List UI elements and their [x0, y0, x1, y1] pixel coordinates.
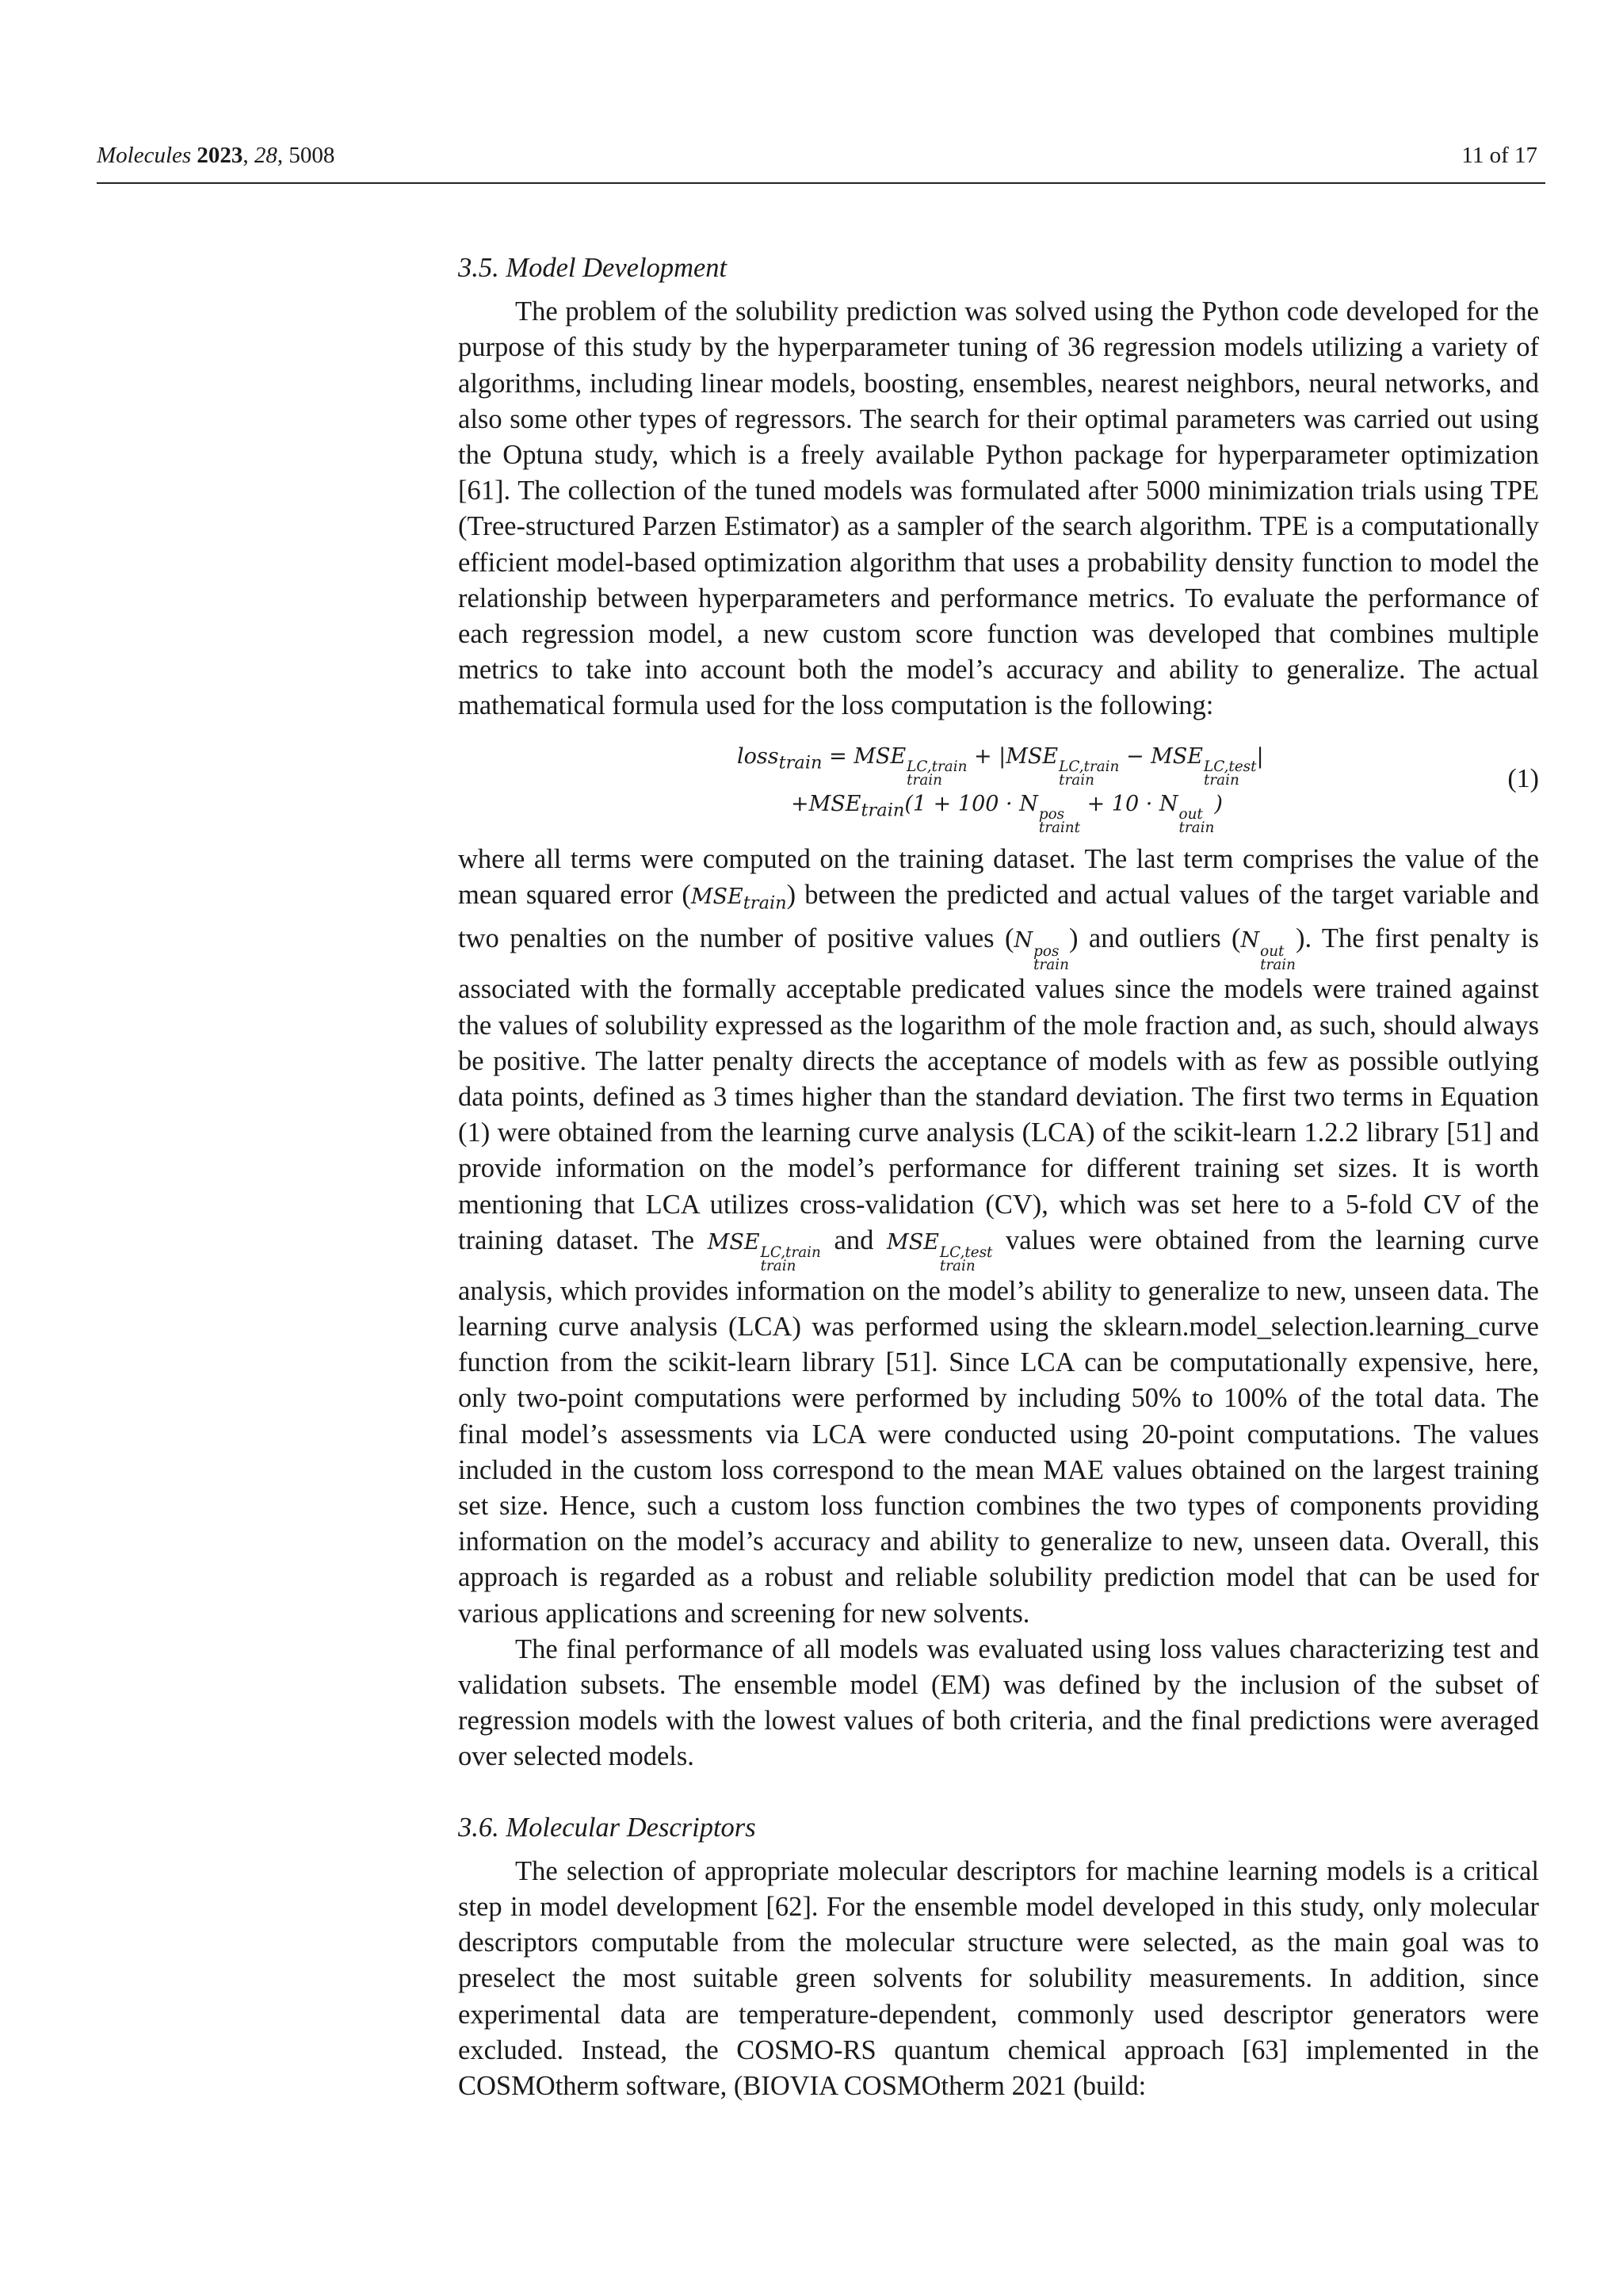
- journal-article: 5008: [288, 143, 335, 168]
- paragraph-model-development-2: where all terms were computed on the training dataset. The last term comprises the value of the mean squared error $(MSE_{train})$ between the predicted and actual values of the target variable and two penalties on the number of positive values (N pos train ) and outliers (N out train ). The first penalty is associated with the formally acceptable predicated values since the models were trained against the values of solubility expressed as the logarithm of the mole fraction and, as such, should always be positive. The latter penalty directs the acceptance of models with as few as possible outlying data points, defined as 3 times higher than the standard deviation. The first two terms in Equation (1) were obtained from the learning curve analysis (LCA) of the scikit-learn 1.2.2 library [51] and provide information on the model’s performance for different training set sizes. It is worth mentioning that LCA utilizes cross-validation (CV), which was set here to a 5-fold CV of the training dataset. The MSE LC,train train and MSE LC,test train values were obtained from the learning curve analysis, which provides information on the model’s ability to generalize to new, unseen data. The learning curve analysis (LCA) was performed using the sklearn.model_selection.learning_curve function from the scikit-learn library [51]. Since LCA can be computationally expensive, here, only two-point computations were performed by including 50% to 100% of the total data. The final model’s assessments via LCA were conducted using 20-point computations. The values included in the custom loss correspond to the mean MAE values obtained on the largest training set size. Hence, such a custom loss function combines the two types of components providing information on the model’s accuracy and ability to generalize to new, unseen data. Overall, this approach is regarded as a robust and reliable solubility prediction model that can be used for various applications and screening for new solvents.: [458, 843, 1539, 1629]
- section-title-molecular-descriptors: 3.6. Molecular Descriptors: [458, 1812, 756, 1843]
- paragraph-model-development-3: The final performance of all models was evaluated using loss values characterizing test and validation subsets. The ensemble model (EM) was defined by the inclusion of the subset of regression models with the lowest values of both criteria, and the final predictions were averaged over selected models.: [458, 1633, 1539, 1772]
- journal-year: 2023: [197, 143, 243, 168]
- equation-line-2: $+MSE_{train}(1 + 100 \cdot N$ pos traint + 10 · N out train ): [791, 791, 1223, 837]
- main-text-column: [458, 243, 1539, 2104]
- journal-name: Molecules: [97, 143, 192, 168]
- paragraph-model-development-1: The problem of the solubility prediction was solved using the Python code developed for the purpose of this study by the hyperparameter tuning of 36 regression models utilizing a variety of algorithms, including linear models, boosting, ensembles, nearest neighbors, neural networks, and also some other types of regressors. The search for their optimal parameters was carried out using the Optuna study, which is a freely available Python package for hyperparameter optimization [61]. The collection of the tuned models was formulated after 5000 minimization trials using TPE (Tree-structured Parzen Estimator) as a sampler of the search algorithm. TPE is a computationally efficient model-based optimization algorithm that uses a probability density function to model the relationship between hyperparameters and performance metrics. To evaluate the performance of each regression model, a new custom score function was developed that combines multiple metrics to take into account both the model’s accuracy and ability to generalize. The actual mathematical formula used for the loss computation is the following:: [458, 296, 1539, 721]
- journal-volume: 28: [254, 143, 277, 168]
- page-header: [97, 139, 1545, 184]
- paragraph-molecular-descriptors-1: The selection of appropriate molecular descriptors for machine learning models is a critical step in model development [62]. For the ensemble model developed in this study, only molecular descriptors computable from the molecular structure were selected, as the main goal was to preselect the most suitable green solvents for solubility measurements. In addition, since experimental data are temperature-dependent, commonly used descriptor generators were excluded. Instead, the COSMO-RS quantum chemical approach [63] implemented in the COSMOtherm software, (BIOVIA COSMOtherm 2021 (build:: [458, 1855, 1539, 2102]
- equation-number: (1): [1507, 763, 1539, 793]
- equation-line-1: loss$_{train}$ = MSE LC,train train + |MSE LC,train train − MSE LC,test train |: [737, 743, 1264, 789]
- page-number: 11 of 17: [1461, 143, 1537, 168]
- equation-1: [458, 731, 1539, 837]
- section-title-model-development: 3.5. Model Development: [458, 253, 727, 283]
- journal-citation: Molecules 2023, 28, 5008: [97, 143, 335, 168]
